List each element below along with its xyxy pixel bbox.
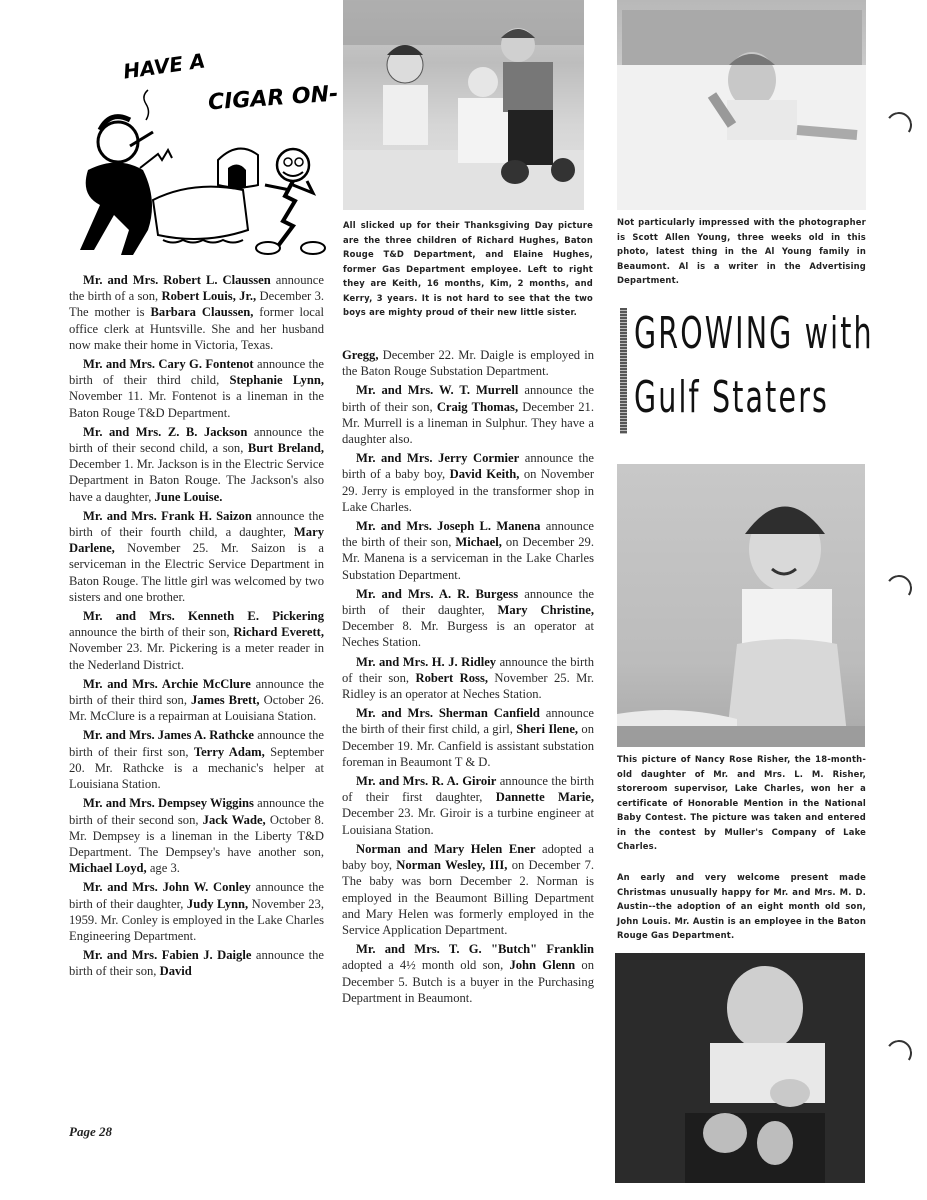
child-name: Robert Louis, Jr., [161,289,257,304]
announcement-parents: Mr. and Mrs. John W. Conley [83,880,251,895]
announcement-paragraph: Mr. and Mrs. Cary G. Fontenot announce the birth of their third child, Stephanie Lynn, November 11. Mr. Fontenot is a lineman in the Baton Rouge T&D Department. [69,357,324,420]
child-name: Dannette Marie, [495,790,594,805]
announcement-paragraph: Mr. and Mrs. Joseph L. Manena announce the birth of their son, Michael, on December 29. Mr. Manena is a serviceman in the Lake Charles Substation Department. [342,519,594,582]
child-name: Gregg, [342,348,379,362]
child-name: Craig Thomas, [436,399,519,414]
child-name: Richard Everett, [233,625,324,640]
toddler-girl-photo-icon [617,464,865,747]
announcement-paragraph: Mr. and Mrs. H. J. Ridley announce the birth of their son, Robert Ross, November 25. Mr. Ridley is an operator at Neches Station. [342,654,594,702]
photo-hughes-children [343,0,584,210]
child-name: Sheri Ilene, [516,722,579,737]
announcement-parents: Mr. and Mrs. R. A. Giroir [356,774,497,789]
announcement-parents: Mr. and Mrs. Jerry Cormier [356,451,520,466]
announcement-parents: Mr. and Mrs. Robert L. Claussen [83,273,271,287]
child-name: Michael, [455,535,502,550]
announcement-parents: Mr. and Mrs. T. G. "Butch" Franklin [356,942,594,957]
child-name: Norman Wesley, III, [396,858,508,873]
caption-hughes-children: All slicked up for their Thanksgiving Day picture are the three children of Richard Hughes, Baton Rouge T&D Department, and Elaine Hughes, former Gas Department employee. Left to right they are Keith, 16 months, Kim, 2 months, and Kerry, 3 years. It is not hard to see that the two boys are mighty proud of their new little sister. [343,220,593,317]
announcement-parents: Mr. and Mrs. H. J. Ridley [356,654,497,669]
announcement-paragraph: Mr. and Mrs. Sherman Canfield announce the birth of their first child, a girl, Sheri Ilene, on December 19. Mr. Canfield is assistant substation foreman in Beaumont T & D. [342,706,594,769]
photo-scott-allen-young [617,0,866,210]
child-name: Jack Wade, [202,812,266,827]
child-name: Barbara Claussen, [150,305,254,320]
child-name: David Keith, [449,467,520,482]
announcement-parents: Mr. and Mrs. Archie McClure [83,676,251,691]
section-title-line1: GROWING with [634,308,874,359]
announcement-paragraph: Mr. and Mrs. R. A. Giroir announce the birth of their first daughter, Dannette Marie, December 23. Mr. Giroir is a turbine engineer at Louisiana Station. [342,774,594,837]
child-name: David [159,964,192,979]
child-name: Burt Breland, [247,441,324,456]
child-name: June Louise. [154,489,223,504]
photo-nancy-rose-risher [617,464,865,747]
announcement-paragraph: Mr. and Mrs. T. G. "Butch" Franklin adopted a 4½ month old son, John Glenn on December 5. Butch is a buyer in the Purchasing Department in Beaumont. [342,942,594,1005]
cigar-cartoon-illustration [68,50,343,260]
announcement-paragraph: Mr. and Mrs. Dempsey Wiggins announce the birth of their second son, Jack Wade, October 8. Mr. Dempsey is a lineman in the Liberty T&D Department. The Dempsey's have another son, Michael Loyd, age 3. [69,796,325,876]
announcement-parents: Mr. and Mrs. Cary G. Fontenot [83,357,254,372]
announcement-parents: Mr. and Mrs. Frank H. Saizon [83,508,252,523]
caption-nancy-rose-risher: This picture of Nancy Rose Risher, the 18-month-old daughter of Mr. and Mrs. L. M. Risher, storeroom supervisor, Lake Charles, won her a certificate of Honorable Mention in the National Baby Contest. The picture was taken and entered in the contest by Muller's Company of Lake Charles. [617,754,866,851]
announcement-parents: Mr. and Mrs. Fabien J. Daigle [83,948,252,963]
child-name: James Brett, [191,693,260,708]
cartoon-figures-icon [68,50,343,260]
announcement-parents: Mr. and Mrs. James A. Rathcke [83,728,255,743]
announcement-parents: Mr. and Mrs. Dempsey Wiggins [83,796,254,811]
cartoon-headline-line1: HAVE A [121,48,207,84]
announcements-column-2 [342,347,594,1009]
announcement-paragraph: Mr. and Mrs. Kenneth E. Pickering announce the birth of their son, Richard Everett, November 23. Mr. Pickering is a meter reader in the Nederland District. [69,609,324,672]
child-name: Stephanie Lynn, [229,373,324,388]
announcement-paragraph: Mr. and Mrs. W. T. Murrell announce the birth of their son, Craig Thomas, December 21. Mr. Murrell is a lineman in Sulphur. They have a daughter also. [342,383,594,447]
announcement-parents: Mr. and Mrs. Joseph L. Manena [356,519,541,534]
announcement-parents: Mr. and Mrs. W. T. Murrell [356,383,519,398]
photo-john-louis-austin [615,953,865,1183]
caption-austin-adoption: An early and very welcome present made Christmas unusually happy for Mr. and Mrs. M. D. Austin--the adoption of an eight month old son, John Louis. Mr. Austin is an employee in the Baton Rouge Gas Department. [617,872,866,940]
announcements-column-1 [69,272,324,983]
page-number: Page 28 [69,1124,112,1139]
announcement-paragraph: Mr. and Mrs. Robert L. Claussen announce the birth of a son, Robert Louis, Jr., December 3. The mother is Barbara Claussen, former local office clerk at Huntsville. She and her husband now make their home in Victoria, Texas. [69,273,325,352]
announcement-parents: Mr. and Mrs. Sherman Canfield [356,706,540,721]
announcement-parents: Mr. and Mrs. A. R. Burgess [356,586,519,601]
announcement-paragraph: Gregg, December 22. Mr. Daigle is employed in the Baton Rouge Substation Department. [342,348,594,379]
child-name: John Glenn [509,958,576,973]
child-name: Mary Christine, [497,603,594,618]
announcement-paragraph: Mr. and Mrs. Jerry Cormier announce the birth of a baby boy, David Keith, on November 29. Jerry is employed in the transformer shop in Lake Charles. [342,451,595,514]
binder-hole-mark [884,110,914,140]
three-children-photo-icon [343,0,584,210]
announcement-paragraph: Mr. and Mrs. John W. Conley announce the birth of their daughter, Judy Lynn, November 23, 1959. Mr. Conley is employed in the Lake Charles Engineering Department. [69,880,324,943]
baby-boy-photo-icon [615,953,865,1183]
announcement-paragraph: Mr. and Mrs. Archie McClure announce the birth of their third son, James Brett, October 26. Mr. McClure is a repairman at Louisiana Station. [69,676,324,724]
newborn-photo-icon [617,0,866,210]
announcement-parents: Norman and Mary Helen Ener [356,841,536,856]
section-title [620,308,874,438]
announcement-paragraph: Mr. and Mrs. A. R. Burgess announce the birth of their daughter, Mary Christine, December 8. Mr. Burgess is an operator at Neches Station. [342,586,595,650]
announcement-paragraph: Mr. and Mrs. Frank H. Saizon announce the birth of their fourth child, a daughter, Mary Darlene, November 25. Mr. Saizon is a serviceman in the Electric Service Department in Baton Rouge. The little girl was welcomed by two sisters and one brother. [69,508,325,604]
section-title-line2: Gulf Staters [634,372,830,423]
child-name: Mary Darlene, [69,525,324,556]
announcement-parents: Mr. and Mrs. Kenneth E. Pickering [83,609,324,624]
title-decorative-bar [620,308,627,434]
announcement-paragraph: Mr. and Mrs. Fabien J. Daigle announce the birth of their son, David [69,948,325,979]
announcement-paragraph: Mr. and Mrs. Z. B. Jackson announce the birth of their second child, a son, Burt Breland, December 1. Mr. Jackson is in the Electric Service Department in Baton Rouge. The Jackson's also have a daughter, June Louise. [69,424,325,504]
child-name: Judy Lynn, [186,896,249,911]
child-name: Michael Loyd, [69,861,147,876]
announcement-parents: Mr. and Mrs. Z. B. Jackson [83,424,248,439]
cartoon-headline-line2: CIGAR ON- [207,81,339,116]
binder-hole-mark [884,573,914,603]
caption-scott-allen-young: Not particularly impressed with the photographer is Scott Allen Young, three weeks old in this photo, latest thing in the Al Young family in Beaumont. Al is a writer in the Advertising Department. [617,217,866,285]
announcement-paragraph: Mr. and Mrs. James A. Rathcke announce the birth of their first son, Terry Adam, September 20. Mr. Rathcke is a mechanic's helper at Louisiana Station. [69,728,325,792]
announcement-paragraph: Norman and Mary Helen Ener adopted a baby boy, Norman Wesley, III, on December 7. The baby was born December 2. Norman is employed in the Beaumont Billing Department and Mary Helen was formerly employed in the Service Application Department. [342,841,595,937]
binder-hole-mark [884,1038,914,1068]
child-name: Terry Adam, [193,744,265,759]
child-name: Robert Ross, [415,670,488,685]
